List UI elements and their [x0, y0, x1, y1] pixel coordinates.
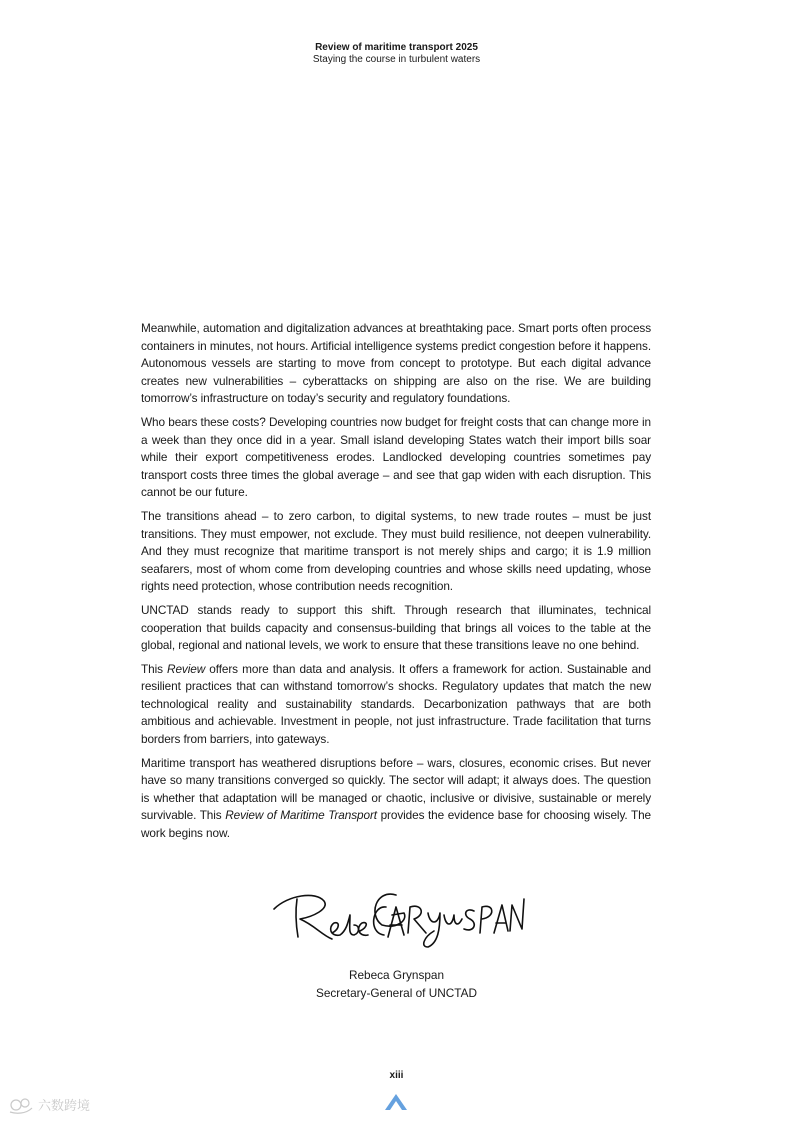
text-run: offers more than data and analysis. It offers a framework for action. Sustainable and resilient practices that can withstand tomorrow’s shocks. Regulatory updates that match the new technological reality and sustainability standards. Decarbonization pathways that are both ambitious and achievable. Investment in people, not just infrastructure. Trade facilitation that turns borders from barriers, into gateways.: [141, 661, 651, 747]
paragraph: [141, 755, 651, 843]
paragraph: The transitions ahead – to zero carbon, to digital systems, to new trade routes – must be just transitions. They must empower, not exclude. They must build resilience, not deepen vulnerability. And they must recognize that maritime transport is not merely ships and cargo; it is 1.9 million seafarers, most of whom come from developing countries and whose skills need updating, whose rights need protection, whose contribution needs recognition.: [141, 508, 651, 594]
running-header: [0, 42, 793, 66]
text-run: Maritime transport has weathered disruptions before – wars, closures, economic crises. But never have so many transitions converged so quickly. The sector will adapt; it always does. The question is whether that adaptation will be managed or chaotic, inclusive or divisive, sustainable or merely survivable. This: [141, 755, 651, 823]
signatory-name: Rebeca Grynspan: [348, 968, 445, 982]
watermark-logo: [8, 1094, 108, 1116]
italic-title: Review: [167, 661, 206, 676]
paragraph: Meanwhile, automation and digitalization advances at breathtaking pace. Smart ports often process containers in minutes, not hours. Artificial intelligence systems predict congestion before it happens. Autonomous vessels are starting to move from concept to prototype. But each digital advance creates new vulnerabilities – cyberattacks on shipping are also on the rise. We are building tomorrow’s infrastructure on today’s security and regulatory foundations.: [141, 321, 651, 406]
text-run: This: [141, 661, 168, 676]
page-number: xiii: [389, 1070, 404, 1081]
paragraph: Who bears these costs? Developing countries now budget for freight costs that can change more in a week than they once did in a year. Small island developing States watch their import bills soar while their export competitiveness erodes. Landlocked developing countries sometimes pay transport costs three times the global average – and see that gap widen with each disruption. This cannot be our future.: [141, 414, 651, 500]
handwritten-signature: [268, 885, 528, 957]
chevron-up-icon[interactable]: [382, 1088, 410, 1114]
signatory-title: Secretary-General of UNCTAD: [315, 985, 478, 1000]
signatory-block: [0, 967, 793, 1002]
report-subtitle: Staying the course in turbulent waters: [312, 54, 481, 65]
report-title: Review of maritime transport 2025: [315, 42, 478, 53]
italic-title: Review of Maritime Transport: [225, 808, 377, 823]
svg-text:六数跨境: 六数跨境: [38, 1099, 91, 1114]
text-run: provides the evidence base for choosing wisely. The work begins now.: [141, 808, 651, 841]
paragraph: UNCTAD stands ready to support this shift. Through research that illuminates, technical cooperation that builds capacity and consensus-building that brings all voices to the table at the global, regional and national levels, we work to ensure that these transitions leave no one behind.: [141, 602, 651, 653]
foreword-body: [141, 320, 651, 849]
paragraph: [141, 661, 651, 749]
